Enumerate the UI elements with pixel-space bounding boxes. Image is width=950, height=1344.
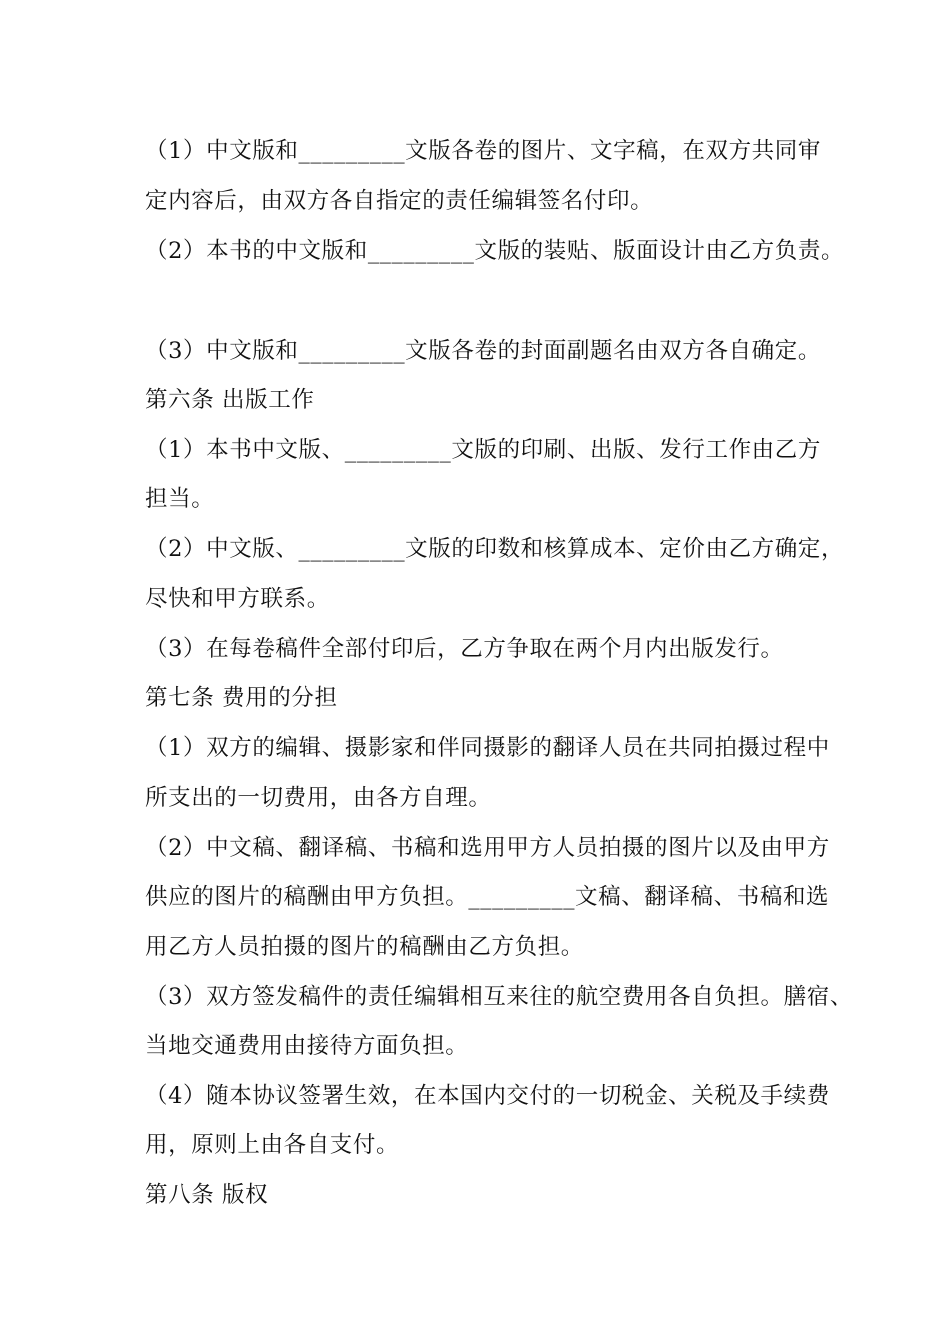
paragraph-line: 定内容后，由双方各自指定的责任编辑签名付印。 [145, 188, 654, 214]
paragraph-line: （4）随本协议签署生效，在本国内交付的一切税金、关税及手续费 [145, 1083, 830, 1109]
paragraph-line: 当地交通费用由接待方面负担。 [145, 1033, 469, 1059]
paragraph-line: （3）双方签发稿件的责任编辑相互来往的航空费用各自负担。膳宿、 [145, 984, 853, 1010]
paragraph-line: 供应的图片的稿酬由甲方负担。_________文稿、翻译稿、书稿和选 [145, 884, 830, 910]
paragraph-line: 用，原则上由各自支付。 [145, 1132, 400, 1158]
paragraph-line: 担当。 [145, 486, 215, 512]
paragraph-line: （2）本书的中文版和_________文版的装贴、版面设计由乙方负责。 [145, 238, 845, 264]
paragraph-line: 尽快和甲方联系。 [145, 586, 330, 612]
paragraph-line: （3）中文版和_________文版各卷的封面副题名由双方各自确定。 [145, 338, 821, 364]
paragraph-line: 用乙方人员拍摄的图片的稿酬由乙方负担。 [145, 934, 584, 960]
section-heading: 第六条 出版工作 [145, 387, 315, 413]
paragraph-line: （2）中文版、_________文版的印数和核算成本、定价由乙方确定， [145, 536, 845, 562]
paragraph-line: 所支出的一切费用，由各方自理。 [145, 785, 492, 811]
paragraph-line: （3）在每卷稿件全部付印后，乙方争取在两个月内出版发行。 [145, 636, 784, 662]
paragraph-line: （1）中文版和_________文版各卷的图片、文字稿，在双方共同审 [145, 138, 821, 164]
paragraph-line: （1）双方的编辑、摄影家和伴同摄影的翻译人员在共同拍摄过程中 [145, 735, 830, 761]
section-heading: 第七条 费用的分担 [145, 685, 338, 711]
paragraph-line: （2）中文稿、翻译稿、书稿和选用甲方人员拍摄的图片以及由甲方 [145, 835, 830, 861]
section-heading: 第八条 版权 [145, 1182, 269, 1208]
paragraph-line: （1）本书中文版、_________文版的印刷、出版、发行工作由乙方 [145, 437, 821, 463]
